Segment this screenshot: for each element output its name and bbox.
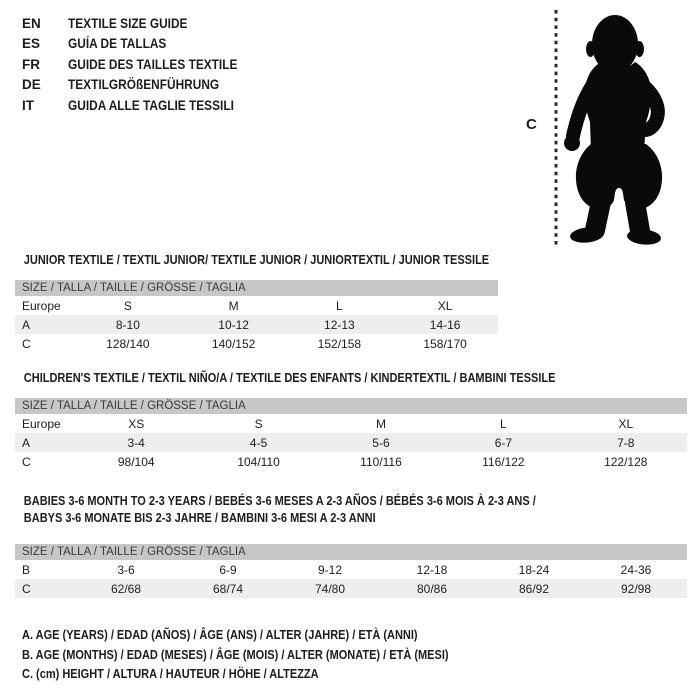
table-cell: 14-16	[429, 317, 461, 332]
table-row-europe	[15, 414, 687, 433]
table-row-height	[15, 452, 687, 471]
table-cell: 3-4	[127, 435, 145, 450]
table-cell: M	[228, 298, 239, 313]
table-cell: 62/68	[110, 581, 142, 596]
language-row	[22, 34, 261, 55]
table-cell: M	[375, 416, 386, 431]
row-label: Europe	[22, 416, 61, 431]
children-heading: CHILDREN'S TEXTILE / TEXTIL NIÑO/A / TEXTILE DES ENFANTS / KINDERTEXTIL / BAMBINI TESSILE	[23, 371, 556, 385]
junior-size-header-bar: SIZE / TALLA / TAILLE / GRÖSSE / TAGLIA	[15, 280, 498, 296]
table-cell: 12-18	[416, 562, 448, 577]
table-cell: S	[254, 416, 263, 431]
language-title-list	[22, 13, 261, 116]
table-cell: 8-10	[115, 317, 140, 332]
table-cell: 80/86	[416, 581, 448, 596]
row-label: A	[22, 435, 31, 450]
language-code: EN	[22, 15, 41, 31]
junior-size-table	[15, 296, 498, 353]
table-cell: 68/74	[212, 581, 244, 596]
table-cell: 116/122	[482, 454, 525, 469]
babies-section	[15, 493, 687, 598]
guide-title: TEXTILE SIZE GUIDE	[68, 15, 188, 31]
table-cell: 122/128	[604, 454, 648, 469]
table-cell: 5-6	[372, 435, 390, 450]
table-cell: 9-12	[317, 562, 343, 577]
table-cell: 152/158	[317, 336, 362, 351]
note-age-months: B. AGE (MONTHS) / EDAD (MESES) / ÂGE (MOIS) / ALTER (MONATE) / ETÀ (MESI)	[22, 647, 449, 662]
babies-size-table	[15, 560, 687, 598]
table-cell: 10-12	[218, 317, 249, 332]
table-cell: 18-24	[518, 562, 550, 577]
table-cell: 86/92	[518, 581, 550, 596]
language-row	[22, 95, 261, 116]
table-cell: 12-13	[324, 317, 355, 332]
table-row-age-months	[15, 560, 687, 579]
table-cell: 140/152	[211, 336, 256, 351]
row-label: B	[22, 562, 31, 577]
children-size-table	[15, 414, 687, 471]
table-cell: 104/110	[237, 454, 280, 469]
table-cell: 74/80	[314, 581, 346, 596]
table-cell: 110/116	[360, 454, 402, 469]
table-row-europe	[15, 296, 498, 315]
table-cell: XL	[618, 416, 634, 431]
table-cell: 92/98	[620, 581, 652, 596]
note-age-years: A. AGE (YEARS) / EDAD (AÑOS) / ÂGE (ANS) / ALTER (JAHRE) / ETÀ (ANNI)	[22, 628, 418, 642]
table-cell: L	[336, 298, 343, 313]
height-measure-label: C	[526, 116, 537, 133]
table-row-age-years	[15, 315, 498, 334]
language-code: ES	[22, 36, 41, 52]
language-code: FR	[22, 56, 40, 72]
language-row	[22, 75, 261, 96]
guide-title: TEXTILGRÖßENFÜHRUNG	[68, 77, 220, 93]
toddler-silhouette	[564, 15, 662, 246]
children-section	[15, 370, 687, 471]
figure-area	[520, 4, 696, 256]
babies-heading-line2: BABYS 3-6 MONATE BIS 2-3 JAHRE / BAMBINI 3-6 MESI A 2-3 ANNI	[23, 511, 376, 525]
junior-heading: JUNIOR TEXTILE / TEXTIL JUNIOR/ TEXTILE JUNIOR / JUNIORTEXTIL / JUNIOR TESSILE	[23, 253, 490, 267]
children-size-header-bar: SIZE / TALLA / TAILLE / GRÖSSE / TAGLIA	[15, 398, 687, 414]
table-row-height	[15, 579, 687, 598]
table-cell: 6-7	[494, 435, 513, 450]
table-row-age-years	[15, 433, 687, 452]
toddler-silhouette-figure	[545, 4, 695, 254]
guide-title: GUIDE DES TAILLES TEXTILE	[68, 56, 238, 72]
language-code: DE	[22, 77, 41, 93]
table-cell: 6-9	[219, 562, 237, 577]
table-cell: 128/140	[106, 336, 150, 351]
babies-heading-line1: BABIES 3-6 MONTH TO 2-3 YEARS / BEBÉS 3-6 MESES A 2-3 AÑOS / BÉBÉS 3-6 MOIS À 2-3 ANS /	[23, 494, 536, 508]
row-label: C	[22, 454, 31, 469]
table-cell: S	[123, 298, 132, 313]
table-cell: 7-8	[617, 435, 635, 450]
guide-title: GUÍA DE TALLAS	[68, 36, 167, 52]
table-row-height	[15, 334, 498, 353]
legend-notes	[22, 626, 507, 685]
table-cell: 4-5	[249, 435, 268, 450]
table-cell: XL	[437, 298, 453, 313]
guide-title: GUIDA ALLE TAGLIE TESSILI	[68, 97, 234, 113]
table-cell: L	[500, 416, 507, 431]
row-label: A	[22, 317, 31, 332]
language-code: IT	[22, 97, 34, 113]
babies-size-header-bar: SIZE / TALLA / TAILLE / GRÖSSE / TAGLIA	[15, 544, 687, 560]
note-height: C. (cm) HEIGHT / ALTURA / HAUTEUR / HÖHE / ALTEZZA	[22, 667, 319, 681]
row-label: Europe	[22, 298, 61, 313]
junior-section	[15, 252, 498, 353]
table-cell: 24-36	[620, 562, 652, 577]
table-cell: 98/104	[117, 454, 155, 469]
language-row	[22, 54, 261, 75]
row-label: C	[22, 336, 31, 351]
language-row	[22, 13, 261, 34]
table-cell: 158/170	[423, 336, 467, 351]
table-cell: 3-6	[117, 562, 135, 577]
table-cell: XS	[128, 416, 145, 431]
row-label: C	[22, 581, 31, 596]
